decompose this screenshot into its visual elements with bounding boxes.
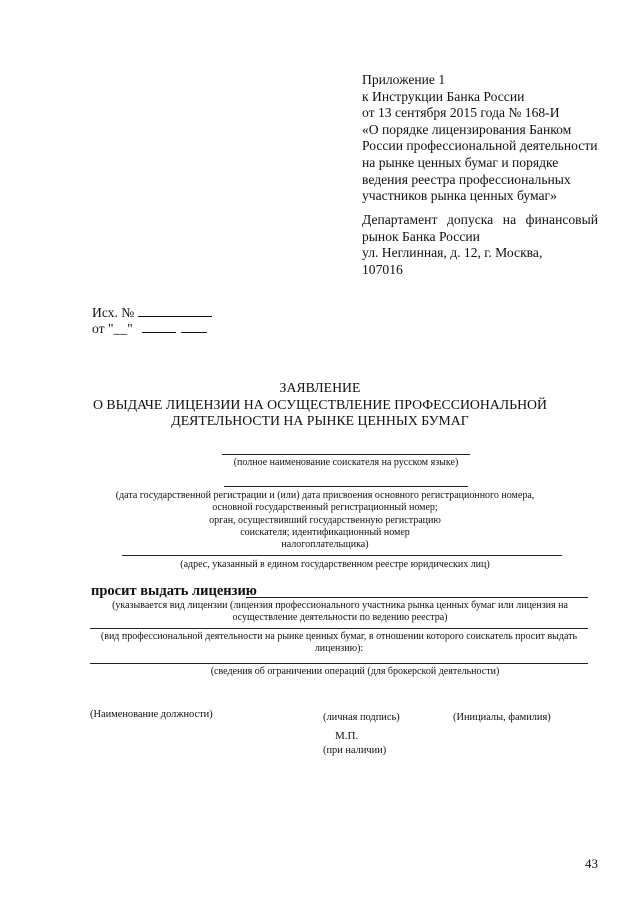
outgoing-date-year-field[interactable] <box>181 321 207 333</box>
full-name-caption: (полное наименование соискателя на русском языке) <box>233 457 459 468</box>
appendix-block <box>362 72 602 205</box>
appendix-line: ведения реестра профессиональных <box>362 171 571 187</box>
outgoing-number-field[interactable] <box>138 305 212 317</box>
department-address <box>362 212 598 278</box>
department-line: ул. Неглинная, д. 12, г. Москва, <box>362 245 543 261</box>
caption-line: (дата государственной регистрации и (или) дата присвоения основного регистрационного номера, <box>115 490 535 501</box>
activity-line[interactable] <box>90 628 588 629</box>
appendix-line: на рынке ценных бумаг и порядке <box>362 154 559 170</box>
appendix-line: Приложение 1 <box>362 72 446 87</box>
outgoing-date-month-field[interactable] <box>142 321 176 333</box>
caption-line: осуществление деятельности по ведению реестра) <box>232 612 448 624</box>
activity-caption <box>90 631 588 656</box>
caption-line: (вид профессиональной деятельности на рынке ценных бумаг, в отношении которого соискатель просит выдать <box>100 631 578 642</box>
outgoing-date-label: от "__" <box>92 321 133 336</box>
department-line: рынок Банка России <box>362 228 480 244</box>
initials-label: (Инициалы, фамилия) <box>453 712 551 723</box>
appendix-line: к Инструкции Банка России <box>362 88 525 104</box>
document-title <box>0 380 640 430</box>
seal-note: (при наличии) <box>323 745 387 756</box>
caption-line: орган, осуществивший государственную регистрацию <box>209 514 441 526</box>
appendix-line: «О порядке лицензирования Банком <box>362 121 572 137</box>
outgoing-number-label: Исх. № <box>92 305 135 320</box>
caption-line: соискателя; идентификационный номер <box>240 526 410 538</box>
license-type-line[interactable] <box>246 597 588 598</box>
appendix-line: участников рынка ценных бумаг» <box>362 188 557 204</box>
title-line: ЗАЯВЛЕНИЕ <box>279 380 361 395</box>
seal-label: М.П. <box>335 730 359 742</box>
appendix-line: от 13 сентября 2015 года № 168-И <box>362 105 560 121</box>
caption-line: основной государственный регистрационный номер; <box>212 502 438 514</box>
caption-line: (указывается вид лицензии (лицензия профессионального участника рынка ценных бумаг или лицензия на <box>112 600 568 611</box>
page-number: 43 <box>585 856 598 871</box>
license-type-caption <box>110 600 570 625</box>
department-line: 107016 <box>362 261 403 277</box>
registration-caption <box>110 490 540 551</box>
title-line: О ВЫДАЧЕ ЛИЦЕНЗИИ НА ОСУЩЕСТВЛЕНИЕ ПРОФЕССИОНАЛЬНОЙ <box>93 396 547 412</box>
outgoing-reference <box>92 305 212 337</box>
full-name-line[interactable] <box>222 454 470 455</box>
restriction-caption: (сведения об ограничении операций (для брокерской деятельности) <box>210 666 500 677</box>
title-line: ДЕЯТЕЛЬНОСТИ НА РЫНКЕ ЦЕННЫХ БУМАГ <box>171 413 469 428</box>
address-caption: (адрес, указанный в едином государственном реестре юридических лиц) <box>180 559 490 570</box>
position-label: (Наименование должности) <box>90 709 213 720</box>
request-license-label: просит выдать лицензию <box>91 583 257 599</box>
caption-line: налогоплательщика) <box>281 539 369 551</box>
department-line: Департамент допуска на финансовый <box>362 212 598 227</box>
registration-line[interactable] <box>224 486 468 487</box>
appendix-line: России профессиональной деятельности <box>362 138 598 154</box>
restriction-line[interactable] <box>90 663 588 664</box>
address-line[interactable] <box>122 555 562 556</box>
signature-label: (личная подпись) <box>323 712 400 723</box>
caption-line: лицензию): <box>314 643 364 655</box>
